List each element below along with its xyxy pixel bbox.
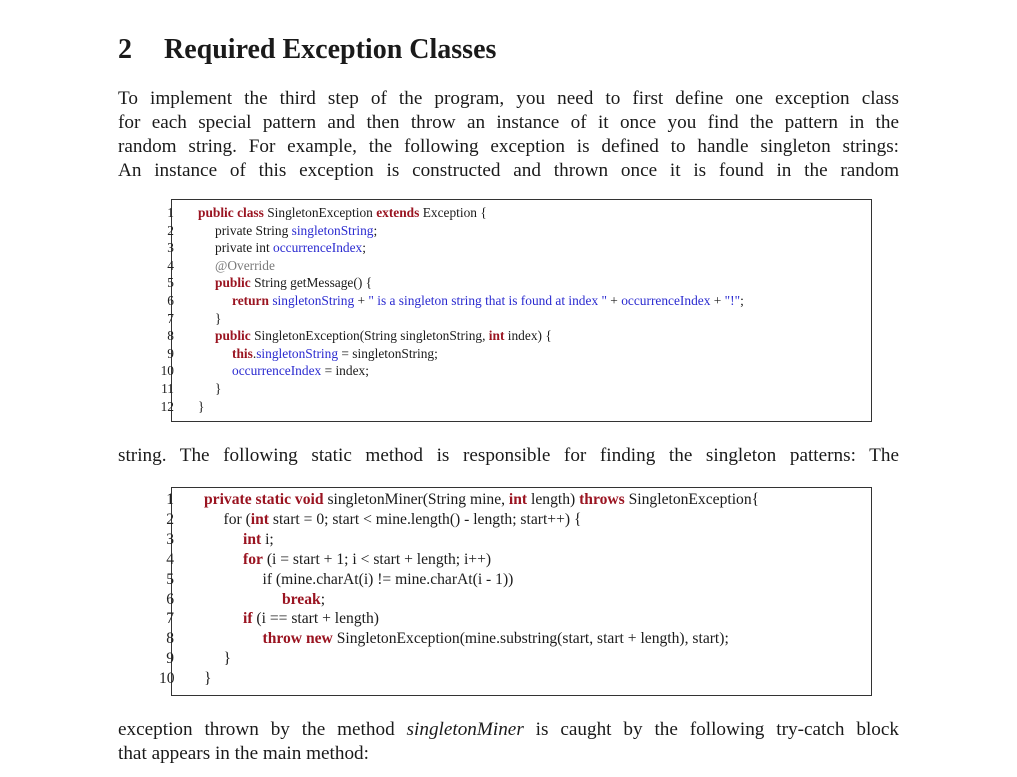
code-line <box>166 649 871 669</box>
code-token: SingletonException(mine.substring(start, start + length), start); <box>332 630 729 648</box>
line-number: 12 <box>160 398 174 414</box>
line-number: 1 <box>167 205 174 220</box>
code-listing-singleton-exception <box>160 199 872 422</box>
code-token: for ( <box>223 510 251 528</box>
code-token: ; <box>320 590 326 608</box>
paragraph-line: that appears in the main method: <box>118 743 369 764</box>
code-text <box>243 609 379 629</box>
code-text <box>215 380 221 398</box>
code-token: } <box>215 310 222 326</box>
identifier-token: singletonString <box>272 293 355 308</box>
line-number: 7 <box>166 610 174 628</box>
code-token: i; <box>261 530 274 548</box>
line-number: 9 <box>167 345 174 361</box>
line-number: 8 <box>166 630 174 648</box>
code-token: Exception { <box>419 205 487 220</box>
section-title: Required Exception Classes <box>164 34 497 65</box>
code-token: } <box>223 650 231 668</box>
code-line <box>166 570 871 590</box>
closing-paragraph <box>118 718 899 766</box>
line-number: 5 <box>167 275 174 291</box>
code-line <box>167 274 871 292</box>
code-text <box>215 274 372 292</box>
code-line <box>167 222 871 240</box>
identifier-token: occurrenceIndex <box>232 363 322 379</box>
code-line <box>167 345 871 363</box>
code-text <box>282 590 325 610</box>
code-line <box>160 398 871 416</box>
line-number: 3 <box>167 240 174 256</box>
code-line <box>166 510 871 530</box>
code-line <box>159 669 871 689</box>
identifier-token: occurrenceIndex <box>273 240 363 256</box>
code-token: SingletonException{ <box>624 491 760 508</box>
keyword-token: extends <box>376 205 420 220</box>
keyword-token: private static void <box>204 491 324 508</box>
code-text <box>243 550 491 570</box>
code-listing-singleton-miner <box>159 487 872 696</box>
keyword-token: int <box>250 510 269 528</box>
code-token: private String <box>215 222 292 238</box>
code-line <box>166 490 871 510</box>
keyword-token: return <box>232 293 269 308</box>
code-text <box>198 398 204 416</box>
keyword-token: for <box>243 550 263 568</box>
code-token: start = 0; start < mine.length() - length; start++) { <box>268 510 582 528</box>
line-number: 2 <box>167 222 174 238</box>
identifier-token: occurrenceIndex <box>621 293 711 308</box>
code-token: } <box>204 670 212 688</box>
code-token: (i == start + length) <box>252 610 379 628</box>
code-token: . <box>252 345 257 361</box>
code-token: ; <box>740 293 744 308</box>
code-line <box>166 530 871 550</box>
code-line <box>166 609 871 629</box>
code-text <box>224 510 582 530</box>
code-text <box>243 530 274 550</box>
code-token: String getMessage() { <box>250 275 373 291</box>
code-line <box>167 239 871 257</box>
code-token: SingletonException <box>263 205 377 220</box>
paragraph-line <box>118 718 899 742</box>
keyword-token: throw new <box>262 630 333 648</box>
code-text <box>215 310 221 328</box>
code-text <box>232 292 744 310</box>
code-token: ; <box>373 222 378 238</box>
code-line <box>167 257 871 275</box>
line-number: 8 <box>167 328 174 344</box>
keyword-token: if <box>243 610 253 628</box>
code-line <box>161 380 871 398</box>
line-number: 4 <box>167 257 174 273</box>
code-token: } <box>198 398 205 414</box>
text-span: is caught by the following try-catch block <box>523 719 899 740</box>
keyword-token: public <box>215 328 251 344</box>
code-text <box>215 257 275 275</box>
keyword-token: this <box>232 345 253 361</box>
code-line <box>167 204 871 222</box>
line-number: 2 <box>166 510 174 528</box>
line-number: 6 <box>167 293 174 308</box>
string-literal-token: " is a singleton string that is found at index " <box>368 293 607 308</box>
keyword-token: throws <box>579 491 625 508</box>
code-token: + <box>710 293 725 308</box>
method-name-italic: singletonMiner <box>406 719 524 740</box>
code-token: index) { <box>504 328 552 344</box>
code-text <box>263 629 729 649</box>
code-line <box>160 362 871 380</box>
code-text <box>232 345 438 363</box>
code-text <box>204 490 759 510</box>
paragraph-line: for each special pattern and then throw an instance of it once you find the pattern in the <box>118 112 899 133</box>
code-text <box>198 204 487 222</box>
section-heading <box>118 32 496 68</box>
code-text <box>215 239 366 257</box>
code-line <box>166 629 871 649</box>
middle-paragraph <box>118 444 899 468</box>
code-token: = index; <box>321 363 369 379</box>
paragraph-line: To implement the third step of the program, you need to first define one exception class <box>118 88 899 109</box>
line-number: 11 <box>161 381 174 396</box>
line-number: 7 <box>167 310 174 326</box>
code-token: + <box>354 293 369 308</box>
code-text <box>232 362 369 380</box>
keyword-token: public <box>215 275 251 291</box>
code-token: } <box>215 381 222 396</box>
code-text <box>224 649 232 669</box>
text-span: exception thrown by the method <box>118 719 407 740</box>
code-line <box>167 292 871 310</box>
code-text <box>215 222 377 240</box>
code-text <box>215 327 552 345</box>
code-token: = singletonString; <box>338 345 438 361</box>
code-token: ; <box>362 240 366 256</box>
code-text <box>263 570 514 590</box>
keyword-token: int <box>243 530 262 548</box>
line-number: 3 <box>166 530 174 548</box>
code-line <box>167 327 871 345</box>
keyword-token: public class <box>198 205 264 220</box>
line-number: 6 <box>166 590 174 608</box>
intro-paragraph <box>118 87 899 183</box>
code-token: if (mine.charAt(i) != mine.charAt(i - 1)) <box>262 570 514 588</box>
code-line <box>166 590 871 610</box>
code-token: singletonMiner(String mine, <box>323 491 509 508</box>
line-number: 1 <box>166 491 174 508</box>
section-number: 2 <box>118 34 132 65</box>
paragraph-line: An instance of this exception is constructed and thrown once it is found in the random <box>118 160 899 181</box>
code-token: SingletonException(String singletonString, <box>250 328 489 344</box>
code-token: private int <box>215 240 274 256</box>
code-line <box>166 550 871 570</box>
line-number: 10 <box>159 670 175 688</box>
code-line <box>167 310 871 328</box>
code-token: (i = start + 1; i < start + length; i++) <box>262 550 492 568</box>
line-number: 9 <box>166 650 174 668</box>
code-token: length) <box>527 491 580 508</box>
keyword-token: break <box>282 590 321 608</box>
line-number: 5 <box>166 570 174 588</box>
keyword-token: int <box>508 491 528 508</box>
line-number: 4 <box>166 550 174 568</box>
keyword-token: int <box>488 328 505 344</box>
identifier-token: singletonString <box>256 345 339 361</box>
string-literal-token: "!" <box>724 293 741 308</box>
paragraph-line: string. The following static method is responsible for finding the singleton patterns: The <box>118 445 899 466</box>
identifier-token: singletonString <box>291 222 374 238</box>
code-token: + <box>606 293 622 308</box>
code-text <box>204 669 212 689</box>
paragraph-line: random string. For example, the following exception is defined to handle singleton strings: <box>118 136 899 157</box>
annotation-token: @Override <box>215 257 275 273</box>
line-number: 10 <box>160 363 174 379</box>
